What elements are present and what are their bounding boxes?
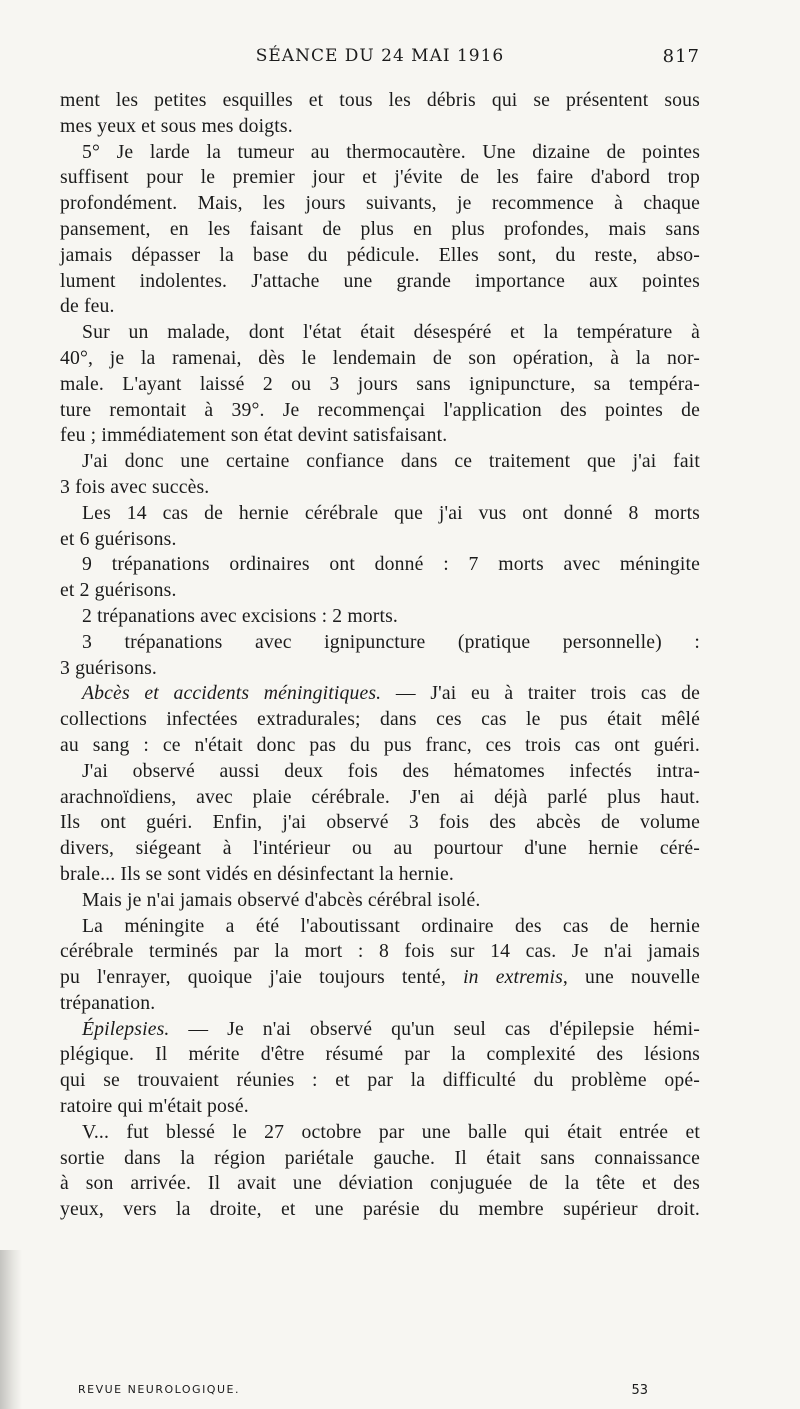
text-line: trépanation.	[60, 991, 156, 1014]
text-line: arachnoïdiens, avec plaie cérébrale. J'en ai déjà parlé plus haut.	[60, 785, 700, 808]
text-line: J'ai donc une certaine confiance dans ce traitement que j'ai fait	[82, 450, 700, 473]
text-line: profondément. Mais, les jours suivants, je recommence à chaque	[60, 192, 700, 215]
text-line	[60, 681, 700, 707]
text-line: Sur un malade, dont l'état était désespéré et la température à	[82, 321, 700, 344]
text-line: brale... Ils se sont vidés en désinfectant la hernie.	[60, 862, 454, 885]
text-line: feu ; immédiatement son état devint satisfaisant.	[60, 424, 448, 447]
text-line: 2 trépanations avec excisions : 2 morts.	[82, 604, 399, 627]
text-line: Ils ont guéri. Enfin, j'ai observé 3 fois des abcès de volume	[60, 811, 700, 834]
text-line	[60, 965, 700, 991]
header-title: SÉANCE DU 24 MAI 1916	[255, 46, 505, 66]
text-line: Mais je n'ai jamais observé d'abcès cérébral isolé.	[82, 888, 481, 911]
text-run: — J'ai eu à traiter trois cas de	[381, 682, 701, 705]
text-line: V... fut blessé le 27 octobre par une balle qui était entrée et	[82, 1120, 700, 1143]
page-footer	[78, 1383, 648, 1405]
body-text	[60, 88, 700, 1223]
text-line: plégique. Il mérite d'être résumé par la complexité des lésions	[60, 1043, 700, 1066]
text-run: — Je n'ai observé qu'un seul cas d'épilepsie hémi-	[169, 1017, 700, 1040]
text-line: 40°, je la ramenai, dès le lendemain de son opération, à la nor-	[60, 346, 700, 369]
text-line	[60, 1017, 700, 1043]
text-line: mes yeux et sous mes doigts.	[60, 114, 293, 137]
text-line: qui se trouvaient réunies : et par la difficulté du problème opé-	[60, 1069, 700, 1092]
text-line: J'ai observé aussi deux fois des hématomes infectés intra-	[82, 759, 700, 782]
text-line: lument indolentes. J'attache une grande importance aux pointes	[60, 269, 700, 292]
italic-phrase: in extremis	[463, 966, 563, 989]
section-heading-epilepsies: Épilepsies.	[82, 1017, 170, 1040]
text-line: 5° Je larde la tumeur au thermocautère. Une dizaine de pointes	[82, 140, 700, 163]
text-line: ratoire qui m'était posé.	[60, 1095, 249, 1118]
text-line: à son arrivée. Il avait une déviation conjuguée de la tête et des	[60, 1172, 700, 1195]
text-line: 3 trépanations avec ignipuncture (pratique personnelle) :	[82, 630, 700, 653]
text-line: cérébrale terminés par la mort : 8 fois sur 14 cas. Je n'ai jamais	[60, 940, 700, 963]
text-line: et 6 guérisons.	[60, 527, 177, 550]
section-heading-abces: Abcès et accidents méningitiques.	[82, 682, 382, 705]
journal-name: REVUE NEUROLOGIQUE.	[78, 1383, 240, 1396]
text-run: pu l'enrayer, quoique j'aie toujours tenté,	[60, 966, 464, 989]
text-line: suffisent pour le premier jour et j'évite de les faire d'abord trop	[60, 166, 700, 189]
text-line: ment les petites esquilles et tous les débris qui se présentent sous	[60, 89, 700, 111]
text-line: Les 14 cas de hernie cérébrale que j'ai vus ont donné 8 morts	[82, 501, 700, 524]
text-line: de feu.	[60, 295, 115, 318]
text-line: 3 fois avec succès.	[60, 475, 210, 498]
text-line: au sang : ce n'était donc pas du pus franc, ces trois cas ont guéri.	[60, 733, 700, 756]
text-line: divers, siégeant à l'intérieur ou au pourtour d'une hernie céré-	[60, 837, 700, 860]
text-line: et 2 guérisons.	[60, 579, 177, 602]
text-line: ture remontait à 39°. Je recommençai l'application des pointes de	[60, 398, 700, 421]
text-line: pansement, en les faisant de plus en plus profondes, mais sans	[60, 217, 700, 240]
text-line: male. L'ayant laissé 2 ou 3 jours sans ignipuncture, sa tempéra-	[60, 372, 700, 395]
signature-mark: 53	[631, 1383, 648, 1398]
text-line: La méningite a été l'aboutissant ordinaire des cas de hernie	[82, 914, 700, 937]
text-line: sortie dans la région pariétale gauche. Il était sans connaissance	[60, 1146, 700, 1169]
text-line: 9 trépanations ordinaires ont donné : 7 morts avec méningite	[82, 553, 700, 576]
text-line: jamais dépasser la base du pédicule. Elles sont, du reste, abso-	[60, 243, 700, 266]
text-run: , une nouvelle	[562, 966, 700, 989]
page-number: 817	[662, 46, 700, 67]
text-line: 3 guérisons.	[60, 656, 157, 679]
scan-edge-shadow	[0, 1250, 22, 1409]
text-line: collections infectées extradurales; dans ces cas le pus était mêlé	[60, 708, 700, 731]
running-header	[60, 46, 700, 76]
text-line: yeux, vers la droite, et une parésie du membre supérieur droit.	[60, 1198, 700, 1221]
